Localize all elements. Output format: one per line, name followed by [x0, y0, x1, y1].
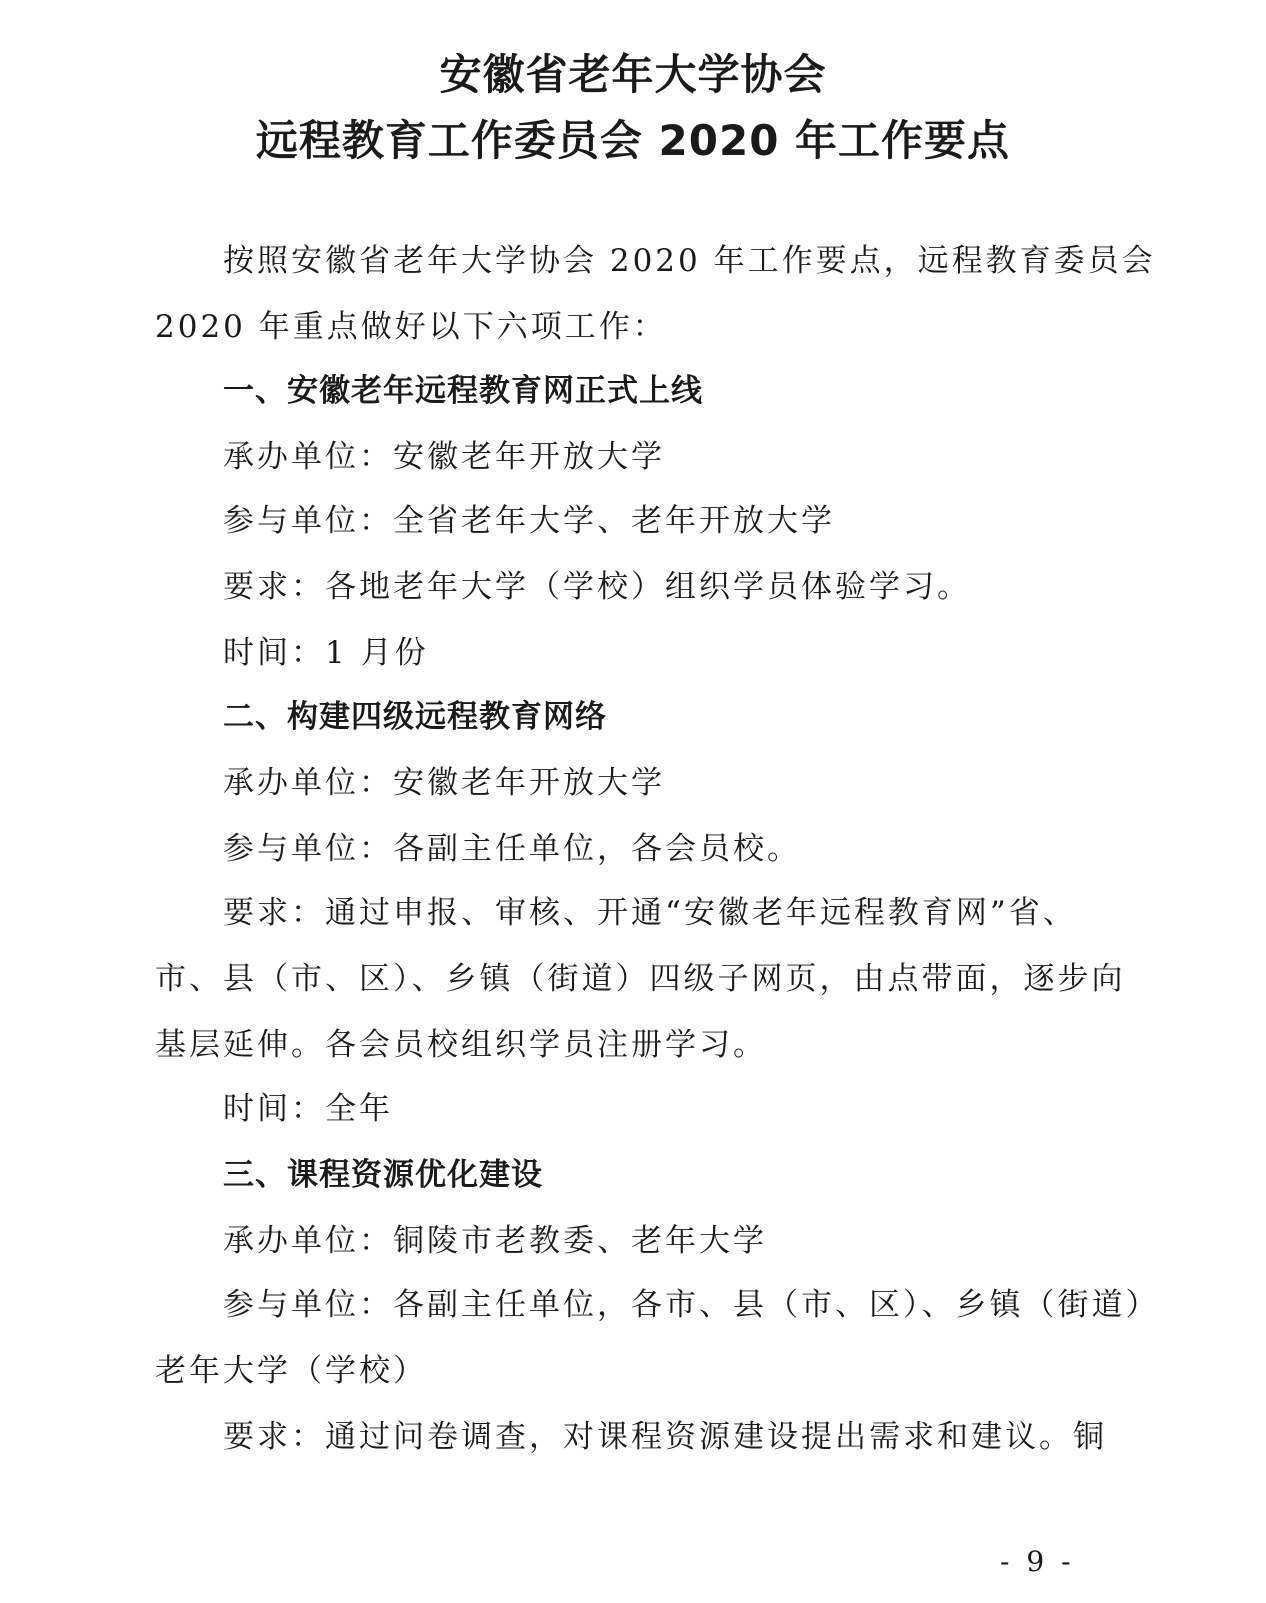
- document-title-line2: 远程教育工作委员会 2020 年工作要点: [255, 116, 1011, 165]
- section-participants: 参与单位：各副主任单位，各会员校。: [223, 831, 801, 867]
- section-time: 时间：1 月份: [223, 635, 429, 671]
- page-number: - 9 -: [1000, 1545, 1075, 1578]
- document-title-line1: 安徽省老年大学协会: [439, 50, 827, 99]
- section-heading: 一、安徽老年远程教育网正式上线: [223, 373, 703, 409]
- section-host: 承办单位：安徽老年开放大学: [223, 439, 665, 475]
- section-requirement: 要求：各地老年大学（学校）组织学员体验学习。: [223, 569, 971, 605]
- section-heading: 三、课程资源优化建设: [223, 1157, 543, 1193]
- section-participants: 参与单位：全省老年大学、老年开放大学: [223, 503, 835, 539]
- section-heading: 二、构建四级远程教育网络: [223, 699, 607, 735]
- section-requirement: 要求：通过问卷调查，对课程资源建设提出需求和建议。铜: [223, 1419, 1107, 1455]
- section-requirement: 基层延伸。各会员校组织学员注册学习。: [155, 1027, 767, 1063]
- section-host: 承办单位：安徽老年开放大学: [223, 765, 665, 801]
- section-time: 时间：全年: [223, 1091, 393, 1127]
- section-requirement: 市、县（市、区）、乡镇（街道）四级子网页，由点带面，逐步向: [155, 961, 1126, 997]
- section-requirement: 要求：通过申报、审核、开通“安徽老年远程教育网”省、: [223, 895, 1077, 931]
- section-participants: 老年大学（学校）: [155, 1353, 427, 1389]
- intro-line: 按照安徽省老年大学协会 2020 年工作要点，远程教育委员会: [223, 243, 1156, 279]
- section-participants: 参与单位：各副主任单位，各市、县（市、区）、乡镇（街道）: [223, 1287, 1160, 1323]
- intro-line: 2020 年重点做好以下六项工作：: [155, 309, 667, 345]
- section-host: 承办单位：铜陵市老教委、老年大学: [223, 1223, 767, 1259]
